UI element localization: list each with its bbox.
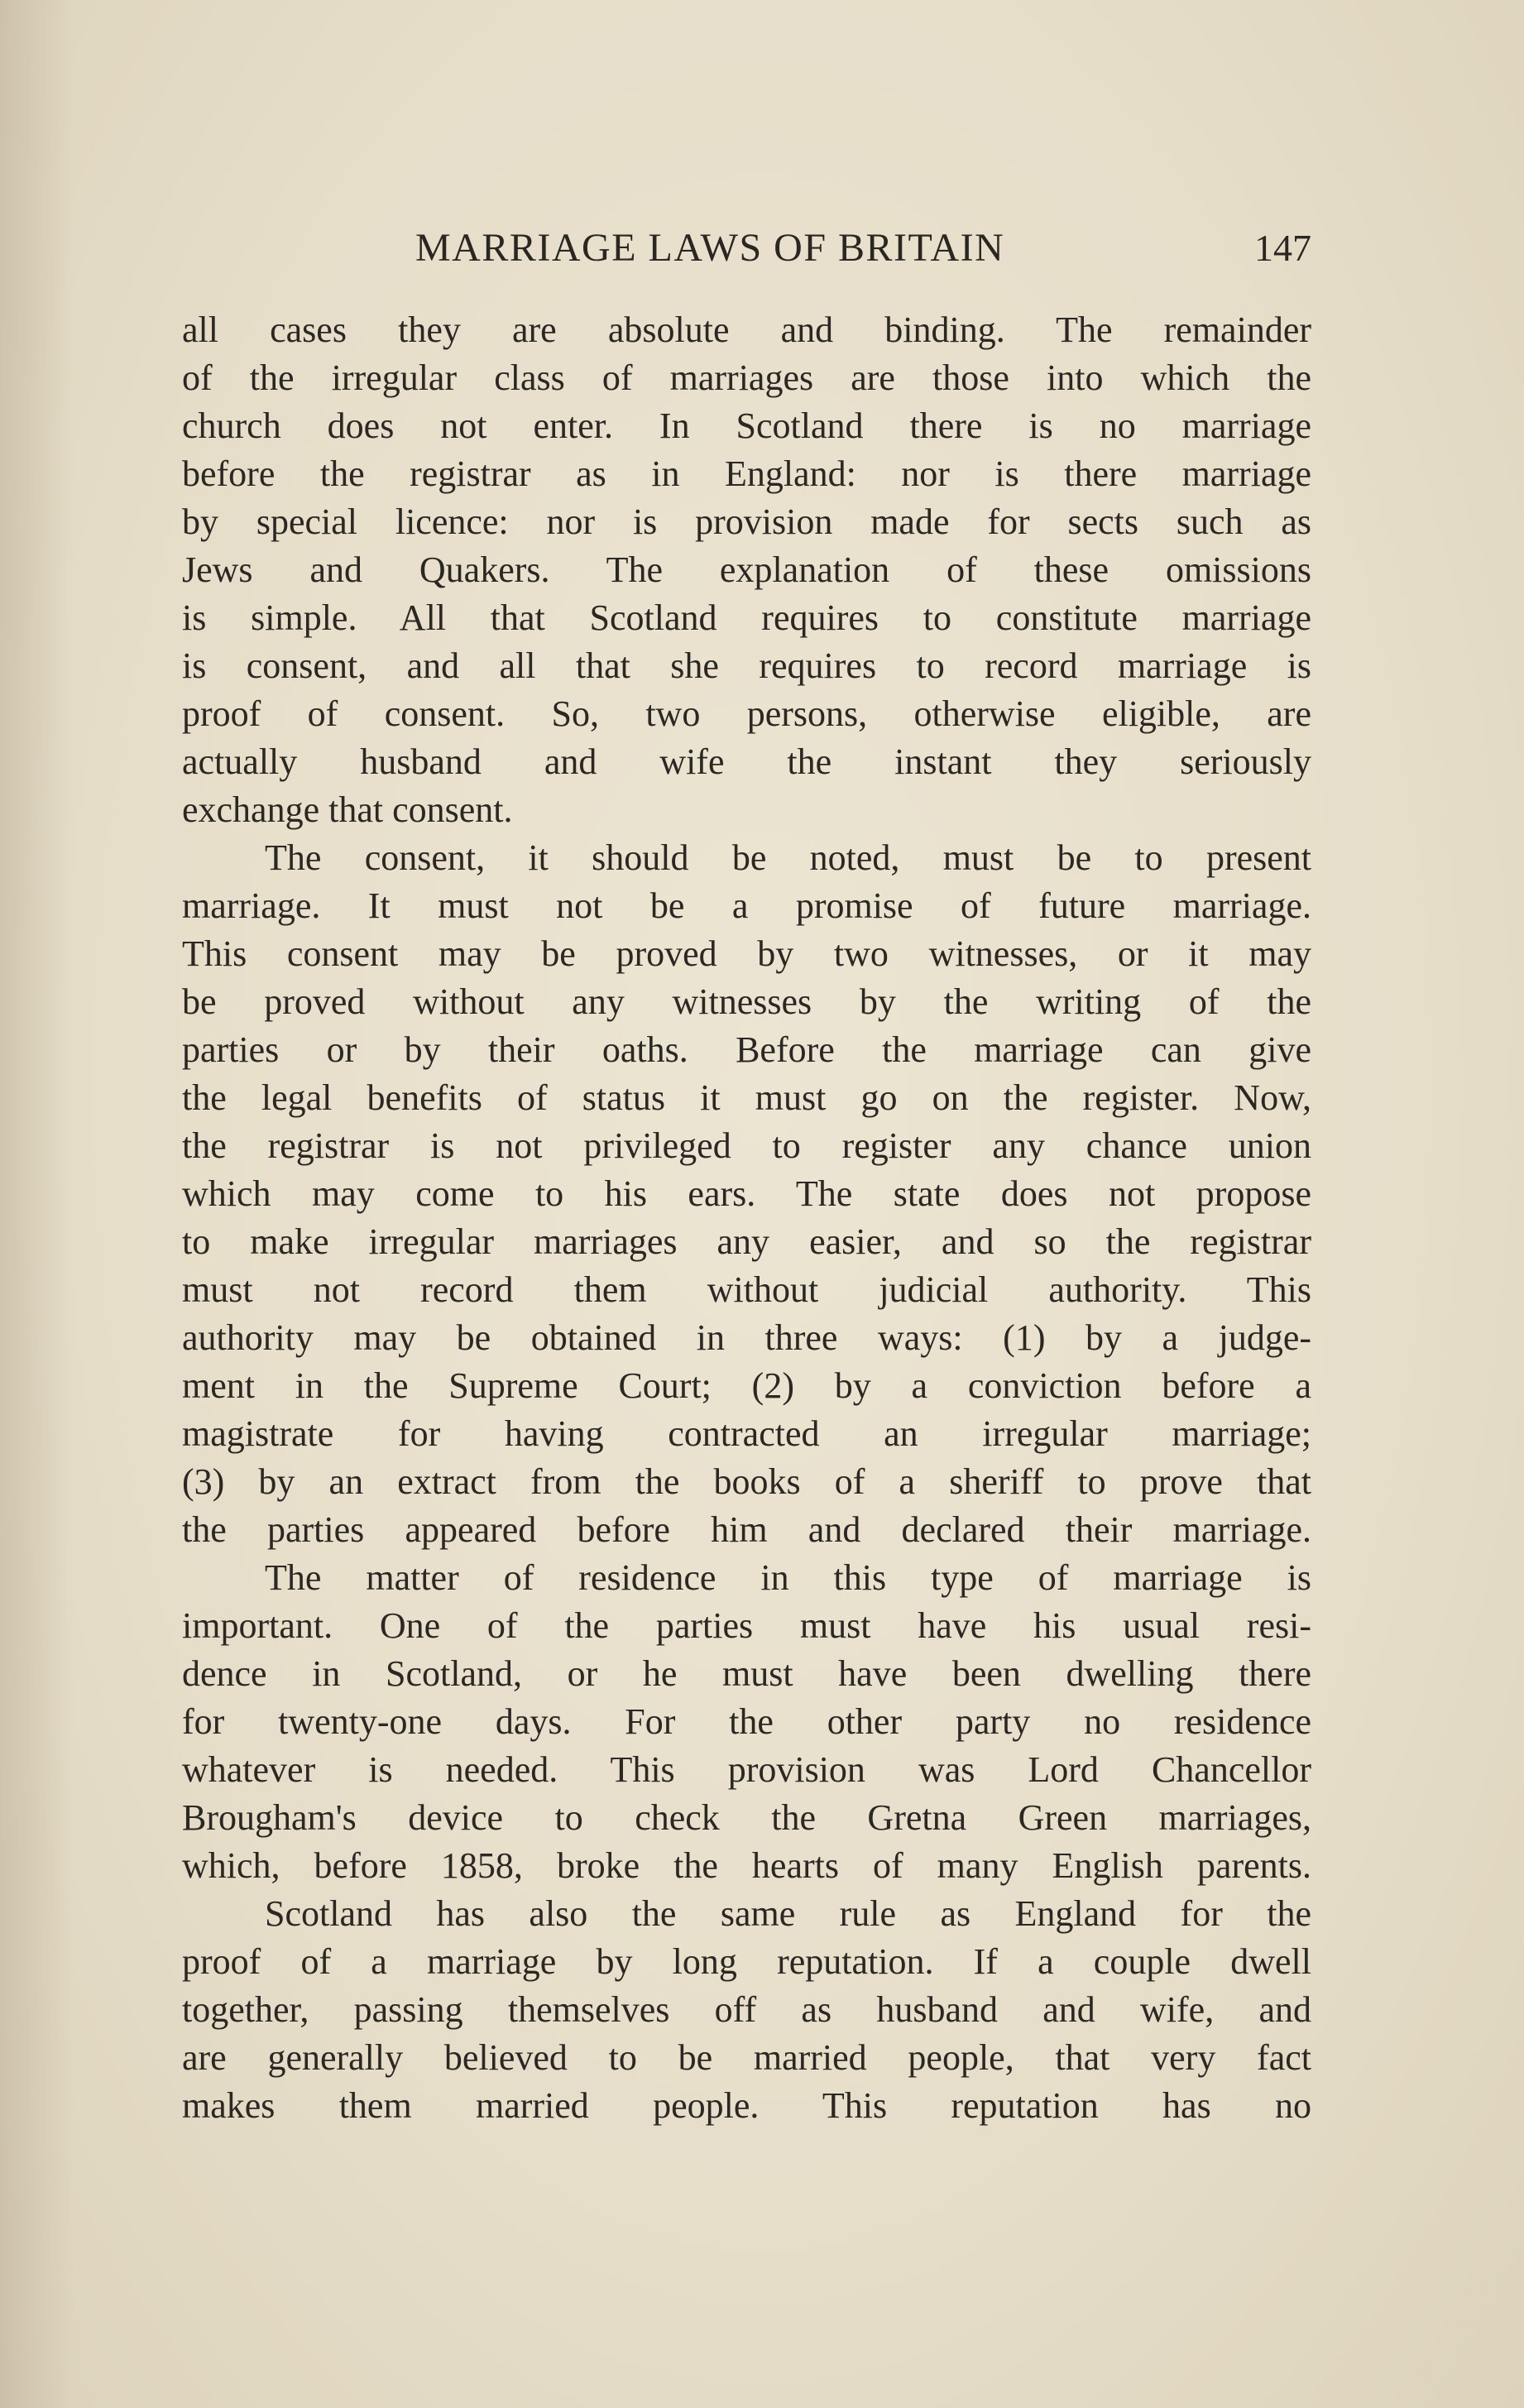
text-line: which may come to his ears. The state does not propose <box>182 1173 1311 1214</box>
text-line: must not record them without judicial authority. This <box>182 1269 1311 1310</box>
text-line: the parties appeared before him and declared their marriage. <box>182 1509 1311 1550</box>
text-line: is simple. All that Scotland requires to constitute marriage <box>182 597 1311 638</box>
text-line: are generally believed to be married people, that very fact <box>182 2037 1311 2078</box>
text-line: (3) by an extract from the books of a sheriff to prove that <box>182 1461 1311 1502</box>
text-line: whatever is needed. This provision was Lord Chancellor <box>182 1749 1311 1790</box>
paragraph-1 <box>182 306 1311 834</box>
text-line: ment in the Supreme Court; (2) by a conviction before a <box>182 1365 1311 1406</box>
paragraph-2 <box>182 834 1311 1554</box>
body-text <box>182 306 1311 2130</box>
text-line: together, passing themselves off as husband and wife, and <box>182 1989 1311 2030</box>
paragraph-3 <box>182 1554 1311 1890</box>
text-line: is consent, and all that she requires to record marriage is <box>182 645 1311 686</box>
text-line: actually husband and wife the instant they seriously <box>182 741 1311 782</box>
text-line: parties or by their oaths. Before the marriage can give <box>182 1029 1311 1070</box>
text-line: of the irregular class of marriages are those into which the <box>182 357 1311 398</box>
text-line: important. One of the parties must have his usual resi- <box>182 1605 1311 1646</box>
text-line: which, before 1858, broke the hearts of many English parents. <box>182 1845 1311 1886</box>
text-line: the legal benefits of status it must go on the register. Now, <box>182 1077 1311 1118</box>
text-line: proof of a marriage by long reputation. If a couple dwell <box>182 1941 1311 1982</box>
text-line: all cases they are absolute and binding. The remainder <box>182 309 1311 350</box>
text-line: makes them married people. This reputation has no <box>182 2085 1311 2126</box>
text-line: magistrate for having contracted an irregular marriage; <box>182 1413 1311 1454</box>
text-line: be proved without any witnesses by the writing of the <box>182 981 1311 1022</box>
spine-shadow <box>0 0 74 2408</box>
text-line: Jews and Quakers. The explanation of these omissions <box>182 549 1311 590</box>
text-line: to make irregular marriages any easier, and so the registrar <box>182 1221 1311 1262</box>
running-title: MARRIAGE LAWS OF BRITAIN <box>415 226 1005 270</box>
page-number: 147 <box>1254 227 1311 269</box>
text-line: proof of consent. So, two persons, otherwise eligible, are <box>182 693 1311 734</box>
text-line: for twenty-one days. For the other party no residence <box>182 1701 1311 1742</box>
paragraph-4 <box>182 1890 1311 2130</box>
text-line: Scotland has also the same rule as England for the <box>265 1893 1311 1934</box>
text-line: The consent, it should be noted, must be to present <box>265 837 1311 878</box>
text-line: church does not enter. In Scotland there is no marriage <box>182 405 1311 446</box>
text-line: exchange that consent. <box>182 789 513 830</box>
text-line: authority may be obtained in three ways: (1) by a judge- <box>182 1317 1311 1358</box>
text-line: before the registrar as in England: nor is there marriage <box>182 453 1311 494</box>
text-line: marriage. It must not be a promise of future marriage. <box>182 885 1311 926</box>
text-line: the registrar is not privileged to register any chance union <box>182 1125 1311 1166</box>
text-line: The matter of residence in this type of marriage is <box>265 1557 1311 1598</box>
text-line: Brougham's device to check the Gretna Green marriages, <box>182 1797 1311 1838</box>
text-line: dence in Scotland, or he must have been dwelling there <box>182 1653 1311 1694</box>
text-line: by special licence: nor is provision made for sects such as <box>182 501 1311 542</box>
page-header <box>182 219 1311 277</box>
text-line: This consent may be proved by two witnesses, or it may <box>182 933 1311 974</box>
